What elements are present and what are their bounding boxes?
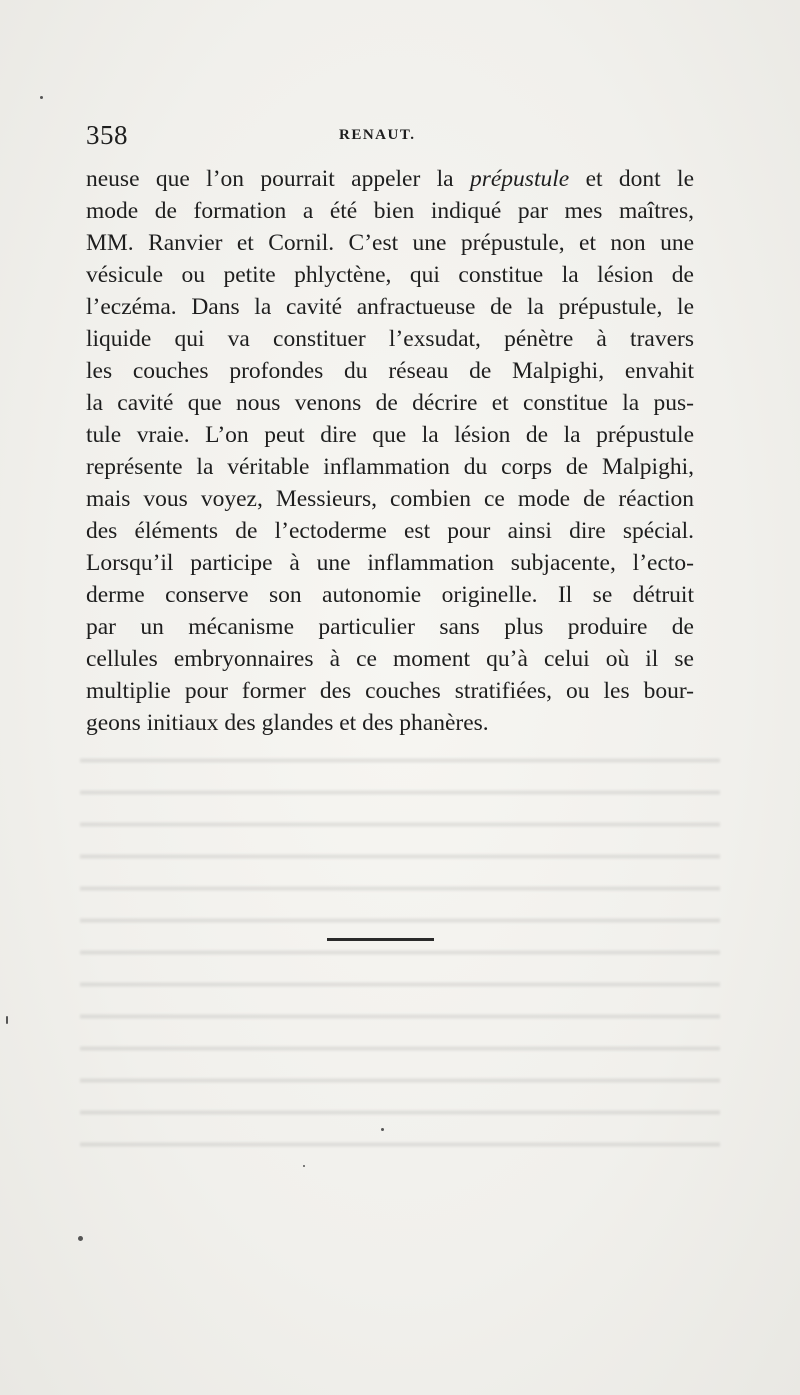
text-line: par un mécanisme particulier sans plus produire de [86,614,694,640]
text-line: geons initiaux des glandes et des phanères. [86,710,489,736]
text-line: neuse que l’on pourrait appeler la prépustule et dont le [86,166,694,192]
section-rule [327,938,434,941]
text-line: représente la véritable inflammation du corps de Malpighi, [86,454,694,480]
text-line: liquide qui va constituer l’exsudat, pénètre à travers [86,326,694,352]
text-line: l’eczéma. Dans la cavité anfractueuse de la prépustule, le [86,294,694,320]
show-through [80,740,720,1160]
ink-speck [78,1236,83,1241]
text-line: mais vous voyez, Messieurs, combien ce mode de réaction [86,486,694,512]
ink-speck [381,1128,384,1131]
text-line: vésicule ou petite phlyctène, qui constitue la lésion de [86,262,694,288]
text-line: la cavité que nous venons de décrire et constitue la pus- [86,390,694,416]
text-line: mode de formation a été bien indiqué par mes maîtres, [86,198,694,224]
body-paragraph [86,163,694,739]
text-line: tule vraie. L’on peut dire que la lésion de la prépustule [86,422,694,448]
italic-term: prépustule [469,166,570,192]
running-title: RENAUT. [339,127,416,143]
page-number: 358 [86,120,128,150]
text-line: Lorsqu’il participe à une inflammation subjacente, l’ecto- [86,550,694,576]
text-line: les couches profondes du réseau de Malpighi, envahit [86,358,694,384]
running-head [86,120,694,156]
text-line: derme conserve son autonomie originelle. Il se détruit [86,582,694,608]
text-line: multiplie pour former des couches stratifiées, ou les bour- [86,678,694,704]
ink-speck [40,96,43,99]
ink-speck [6,1016,8,1024]
text-line: MM. Ranvier et Cornil. C’est une prépustule, et non une [86,230,694,256]
text-line: cellules embryonnaires à ce moment qu’à celui où il se [86,646,694,672]
ink-speck [303,1165,305,1167]
text-line: des éléments de l’ectoderme est pour ainsi dire spécial. [86,518,694,544]
